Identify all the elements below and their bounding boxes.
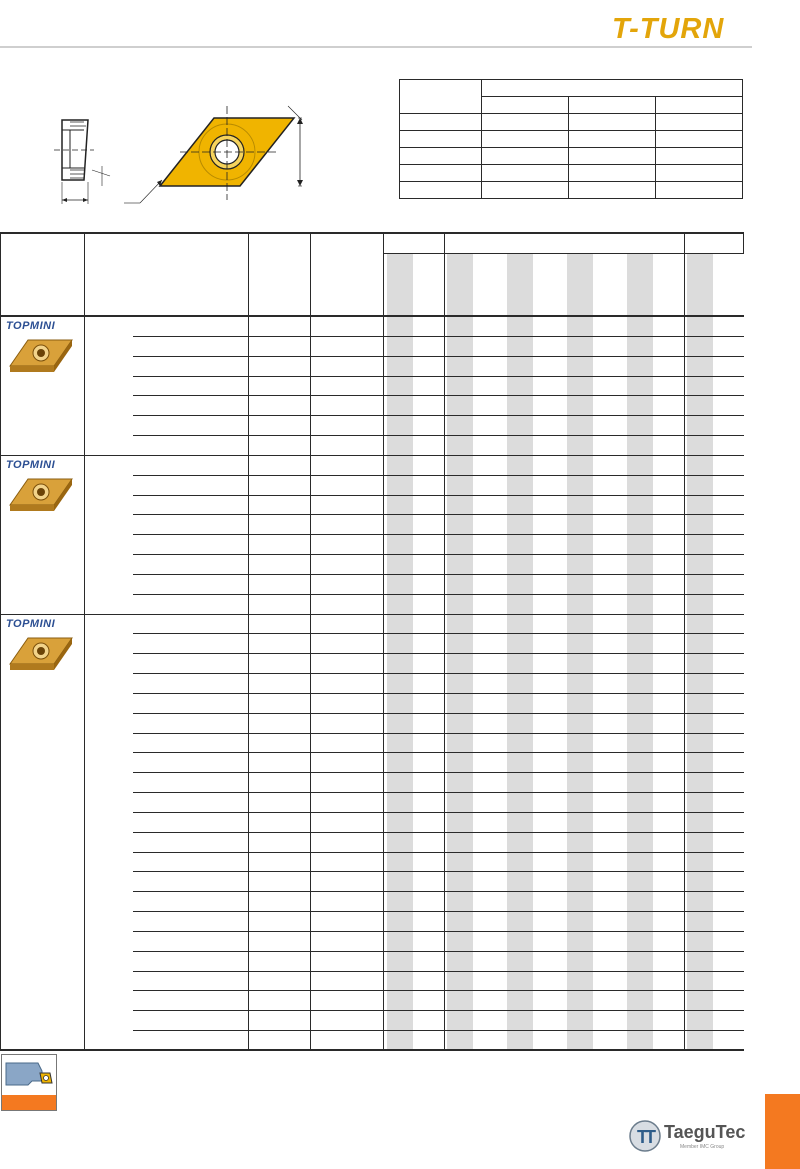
- dim-header-cell: [656, 97, 743, 114]
- top-view: [124, 106, 303, 203]
- column-divider: [0, 232, 1, 1050]
- dim-header-cell: [482, 97, 569, 114]
- product-image: [6, 320, 80, 390]
- row-divider: [133, 792, 744, 793]
- dim-cell: [656, 131, 743, 148]
- row-divider: [133, 1030, 744, 1031]
- dim-cell: [656, 182, 743, 199]
- row-divider: [133, 435, 744, 436]
- row-divider: [133, 931, 744, 932]
- side-view: [54, 120, 110, 204]
- row-divider: [133, 1010, 744, 1011]
- row-divider: [133, 415, 744, 416]
- dim-header-group: [482, 80, 743, 97]
- company-name: TaeguTec: [664, 1122, 746, 1142]
- row-divider: [133, 772, 744, 773]
- product-image: [6, 459, 80, 529]
- dim-cell: [400, 114, 482, 131]
- row-divider: [133, 376, 744, 377]
- dimension-table: [399, 79, 743, 199]
- dim-header-cell: [569, 97, 656, 114]
- group-divider: [0, 455, 744, 456]
- row-divider: [133, 990, 744, 991]
- application-icon: [1, 1054, 57, 1111]
- dim-cell: [482, 148, 569, 165]
- row-divider: [133, 633, 744, 634]
- row-divider: [133, 495, 744, 496]
- dim-cell: [569, 114, 656, 131]
- row-divider: [133, 852, 744, 853]
- topmini-logo: TOPMINI: [6, 458, 56, 471]
- dim-cell: [482, 131, 569, 148]
- header-rule: [0, 46, 752, 48]
- row-divider: [133, 356, 744, 357]
- row-divider: [133, 594, 744, 595]
- row-divider: [133, 891, 744, 892]
- dim-header-corner: [400, 80, 482, 114]
- dim-cell: [569, 131, 656, 148]
- dim-cell: [400, 182, 482, 199]
- row-divider: [133, 514, 744, 515]
- dim-cell: [656, 114, 743, 131]
- dim-cell: [656, 165, 743, 182]
- t-turn-logo: [612, 12, 747, 46]
- taegutec-logo: [628, 1110, 758, 1158]
- row-divider: [133, 574, 744, 575]
- brand-title: T-TURN: [612, 13, 725, 45]
- dim-cell: [482, 165, 569, 182]
- company-subtitle: Member IMC Group: [680, 1144, 725, 1150]
- topmini-logo: TOPMINI: [6, 320, 56, 332]
- group-divider: [0, 316, 744, 317]
- row-divider: [133, 971, 744, 972]
- row-divider: [133, 733, 744, 734]
- dim-cell: [482, 114, 569, 131]
- insert-photo-icon: [6, 630, 76, 680]
- svg-text:T: T: [645, 1127, 656, 1147]
- table-top-border: [0, 232, 744, 234]
- dim-cell: [482, 182, 569, 199]
- turning-insert-holder-icon: [2, 1055, 56, 1110]
- product-image: [6, 618, 80, 688]
- taegutec-emblem-icon: [628, 1116, 662, 1156]
- row-divider: [133, 336, 744, 337]
- row-divider: [133, 475, 744, 476]
- dim-cell: [569, 165, 656, 182]
- dim-cell: [569, 148, 656, 165]
- dim-cell: [569, 182, 656, 199]
- row-divider: [133, 911, 744, 912]
- section-tab: [765, 1094, 800, 1169]
- row-divider: [133, 395, 744, 396]
- insert-grade-table: [0, 232, 744, 1050]
- dim-cell: [400, 148, 482, 165]
- svg-text:T: T: [637, 1127, 648, 1147]
- group-divider: [0, 614, 744, 615]
- header-subrule: [383, 253, 744, 254]
- row-divider: [133, 951, 744, 952]
- insert-photo-icon: [6, 332, 76, 382]
- dim-cell: [400, 131, 482, 148]
- row-divider: [133, 752, 744, 753]
- row-divider: [133, 713, 744, 714]
- row-divider: [133, 534, 744, 535]
- row-divider: [133, 812, 744, 813]
- row-divider: [133, 673, 744, 674]
- insert-drawing: [40, 96, 340, 211]
- column-divider: [84, 232, 85, 1050]
- insert-photo-icon: [6, 471, 76, 521]
- dim-cell: [656, 148, 743, 165]
- row-divider: [133, 653, 744, 654]
- row-divider: [133, 832, 744, 833]
- table-bottom-border: [0, 1049, 744, 1051]
- dim-cell: [400, 165, 482, 182]
- topmini-logo: TOPMINI: [6, 617, 56, 630]
- row-divider: [133, 554, 744, 555]
- column-divider: [743, 232, 744, 254]
- row-divider: [133, 693, 744, 694]
- row-divider: [133, 871, 744, 872]
